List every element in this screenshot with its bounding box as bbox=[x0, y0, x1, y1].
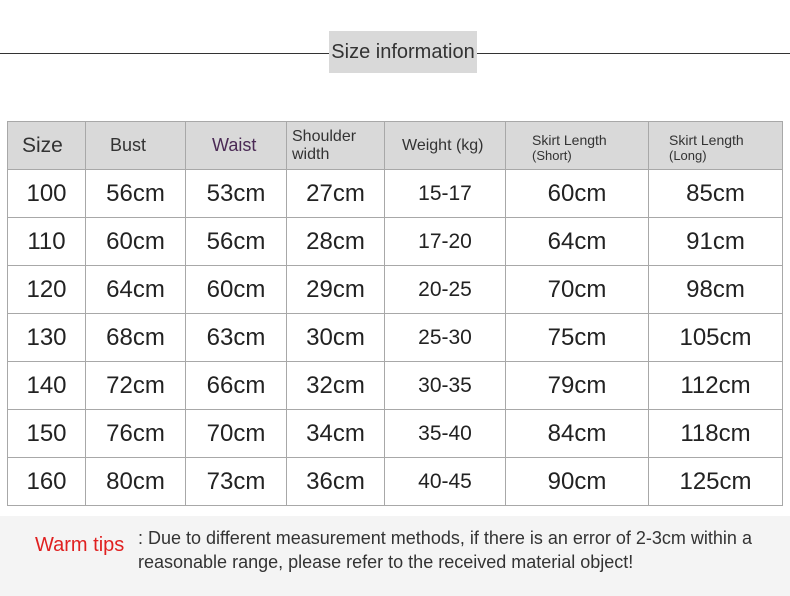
table-row bbox=[8, 362, 783, 410]
cell-shoulder: 36cm bbox=[287, 458, 385, 506]
cell-shoulder: 30cm bbox=[287, 314, 385, 362]
cell-bust: 72cm bbox=[86, 362, 186, 410]
cell-skirt-short: 60cm bbox=[506, 170, 649, 218]
warm-tips-text: : Due to different measurement methods, if there is an error of 2-3cm within a reasonable range, please refer to the received material object! bbox=[138, 528, 752, 572]
table-header-row bbox=[8, 122, 783, 170]
cell-weight: 25-30 bbox=[385, 314, 506, 362]
cell-skirt-short: 79cm bbox=[506, 362, 649, 410]
cell-shoulder: 27cm bbox=[287, 170, 385, 218]
warm-tips-label: Warm tips bbox=[35, 534, 125, 556]
header-size: Size bbox=[8, 122, 86, 170]
cell-size: 120 bbox=[8, 266, 86, 314]
cell-size: 160 bbox=[8, 458, 86, 506]
table-row bbox=[8, 266, 783, 314]
table-row bbox=[8, 218, 783, 266]
header-waist: Waist bbox=[186, 122, 287, 170]
cell-skirt-short: 90cm bbox=[506, 458, 649, 506]
cell-skirt-long: 112cm bbox=[649, 362, 783, 410]
cell-skirt-short: 75cm bbox=[506, 314, 649, 362]
table-row bbox=[8, 170, 783, 218]
cell-skirt-long: 98cm bbox=[649, 266, 783, 314]
cell-size: 140 bbox=[8, 362, 86, 410]
header-skirt-length-short bbox=[506, 122, 649, 170]
cell-waist: 56cm bbox=[186, 218, 287, 266]
cell-weight: 40-45 bbox=[385, 458, 506, 506]
cell-bust: 60cm bbox=[86, 218, 186, 266]
cell-weight: 20-25 bbox=[385, 266, 506, 314]
cell-skirt-short: 84cm bbox=[506, 410, 649, 458]
cell-waist: 66cm bbox=[186, 362, 287, 410]
cell-waist: 70cm bbox=[186, 410, 287, 458]
cell-bust: 64cm bbox=[86, 266, 186, 314]
cell-size: 100 bbox=[8, 170, 86, 218]
table-row bbox=[8, 410, 783, 458]
header-skirt-length-long bbox=[649, 122, 783, 170]
cell-size: 130 bbox=[8, 314, 86, 362]
cell-skirt-short: 70cm bbox=[506, 266, 649, 314]
cell-weight: 30-35 bbox=[385, 362, 506, 410]
cell-bust: 80cm bbox=[86, 458, 186, 506]
header-shoulder-line2: width bbox=[292, 145, 330, 163]
warm-tips-section bbox=[0, 516, 790, 596]
cell-skirt-short: 64cm bbox=[506, 218, 649, 266]
header-bust: Bust bbox=[86, 122, 186, 170]
cell-shoulder: 32cm bbox=[287, 362, 385, 410]
cell-weight: 35-40 bbox=[385, 410, 506, 458]
table-body bbox=[8, 170, 783, 506]
cell-waist: 63cm bbox=[186, 314, 287, 362]
header-skirt-long-line2: (Long) bbox=[669, 147, 707, 163]
cell-skirt-long: 118cm bbox=[649, 410, 783, 458]
cell-shoulder: 34cm bbox=[287, 410, 385, 458]
cell-size: 150 bbox=[8, 410, 86, 458]
cell-bust: 76cm bbox=[86, 410, 186, 458]
header-skirt-short-line1: Skirt Length bbox=[532, 131, 607, 148]
page-title: Size information bbox=[329, 31, 477, 73]
cell-skirt-long: 125cm bbox=[649, 458, 783, 506]
cell-waist: 73cm bbox=[186, 458, 287, 506]
header-weight: Weight (kg) bbox=[385, 122, 506, 170]
cell-weight: 15-17 bbox=[385, 170, 506, 218]
cell-waist: 53cm bbox=[186, 170, 287, 218]
header-skirt-long-line1: Skirt Length bbox=[669, 131, 744, 148]
cell-skirt-long: 105cm bbox=[649, 314, 783, 362]
header-shoulder-width bbox=[287, 122, 385, 170]
cell-skirt-long: 85cm bbox=[649, 170, 783, 218]
cell-shoulder: 29cm bbox=[287, 266, 385, 314]
cell-size: 110 bbox=[8, 218, 86, 266]
header-skirt-short-line2: (Short) bbox=[532, 147, 572, 163]
cell-skirt-long: 91cm bbox=[649, 218, 783, 266]
cell-weight: 17-20 bbox=[385, 218, 506, 266]
header-shoulder-line1: Shoulder bbox=[292, 127, 357, 145]
table-row bbox=[8, 314, 783, 362]
cell-shoulder: 28cm bbox=[287, 218, 385, 266]
cell-bust: 68cm bbox=[86, 314, 186, 362]
cell-waist: 60cm bbox=[186, 266, 287, 314]
cell-bust: 56cm bbox=[86, 170, 186, 218]
size-table bbox=[7, 121, 783, 506]
table-row bbox=[8, 458, 783, 506]
